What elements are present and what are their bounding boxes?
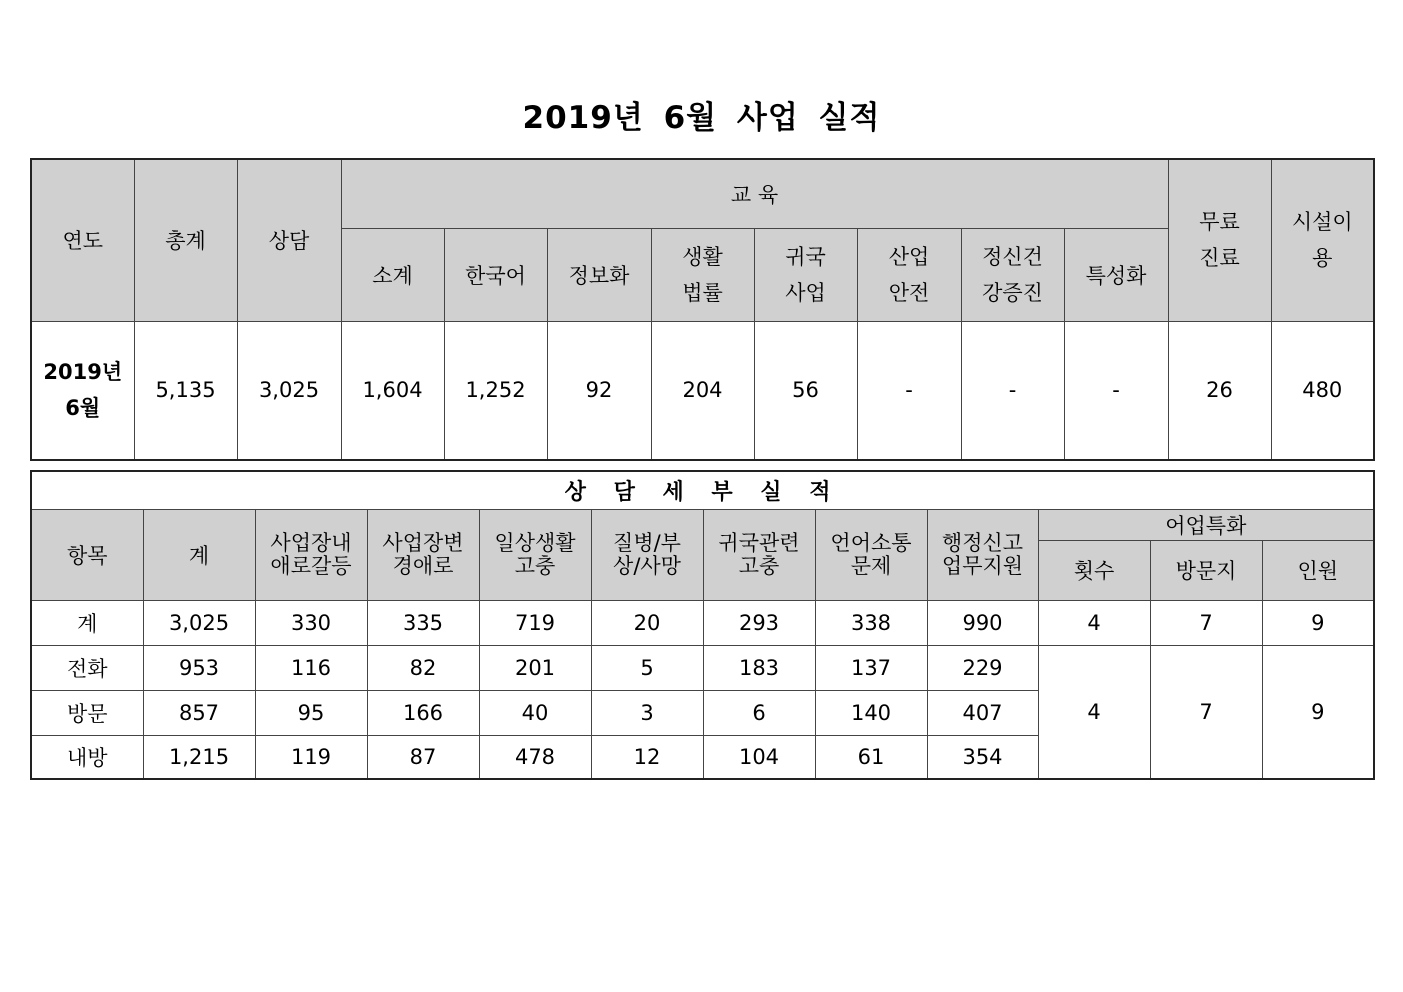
header-edu-return-line1: 귀국 xyxy=(785,244,826,269)
summary-year-line1: 2019년 xyxy=(43,360,123,385)
header-c5 xyxy=(703,509,815,600)
summary-edu-it: 92 xyxy=(547,321,651,460)
cell-c3: 478 xyxy=(479,735,591,779)
header-edu-it: 정보화 xyxy=(547,228,651,321)
cell-c6: 61 xyxy=(815,735,927,779)
cell-sum: 953 xyxy=(143,645,255,690)
header-c2-line2: 경애로 xyxy=(392,553,454,578)
header-total: 총계 xyxy=(134,159,237,321)
header-facility-line2: 용 xyxy=(1312,246,1333,271)
page-title: 2019년 6월 사업 실적 xyxy=(522,100,881,136)
header-edu-safety-line2: 안전 xyxy=(888,280,930,305)
summary-table xyxy=(30,158,1375,461)
summary-edu-special: - xyxy=(1064,321,1168,460)
row-label: 전화 xyxy=(31,645,143,690)
header-fishing-people: 인원 xyxy=(1262,540,1374,600)
header-edu-life-law xyxy=(651,228,754,321)
cell-c3: 201 xyxy=(479,645,591,690)
summary-edu-life-law: 204 xyxy=(651,321,754,460)
header-c6-line2: 문제 xyxy=(850,553,892,578)
cell-c5: 293 xyxy=(703,600,815,645)
cell-c4: 20 xyxy=(591,600,703,645)
header-c7-line2: 업무지원 xyxy=(941,553,1024,578)
cell-c7: 990 xyxy=(927,600,1038,645)
summary-counsel: 3,025 xyxy=(237,321,341,460)
row-label: 계 xyxy=(31,600,143,645)
header-education: 교 육 xyxy=(341,159,1168,228)
header-free-care xyxy=(1168,159,1271,321)
header-free-care-line2: 진료 xyxy=(1199,246,1240,271)
cell-fishing-count: 4 xyxy=(1038,600,1150,645)
header-edu-korean: 한국어 xyxy=(444,228,547,321)
header-edu-life-law-line1: 생활 xyxy=(682,244,723,269)
cell-sum: 3,025 xyxy=(143,600,255,645)
summary-edu-safety: - xyxy=(857,321,961,460)
cell-c3: 719 xyxy=(479,600,591,645)
header-edu-mental xyxy=(961,228,1064,321)
header-c2 xyxy=(367,509,479,600)
header-c7 xyxy=(927,509,1038,600)
cell-sum: 1,215 xyxy=(143,735,255,779)
header-c5-line1: 귀국관련 xyxy=(718,530,800,555)
header-c3-line1: 일상생활 xyxy=(494,530,576,555)
cell-fishing-place: 7 xyxy=(1150,600,1262,645)
header-c1 xyxy=(255,509,367,600)
cell-c4: 5 xyxy=(591,645,703,690)
header-edu-return xyxy=(754,228,857,321)
cell-c2: 87 xyxy=(367,735,479,779)
section-title: 상 담 세 부 실 적 xyxy=(31,471,1374,509)
cell-c3: 40 xyxy=(479,690,591,735)
summary-facility: 480 xyxy=(1271,321,1374,460)
summary-total: 5,135 xyxy=(134,321,237,460)
cell-fishing-people-merged: 9 xyxy=(1262,645,1374,779)
cell-c2: 166 xyxy=(367,690,479,735)
summary-free-care: 26 xyxy=(1168,321,1271,460)
table-row xyxy=(31,645,1374,690)
cell-c4: 3 xyxy=(591,690,703,735)
header-c4-line2: 상/사망 xyxy=(613,553,681,578)
header-edu-life-law-line2: 법률 xyxy=(682,280,723,305)
header-edu-safety xyxy=(857,228,961,321)
cell-c7: 407 xyxy=(927,690,1038,735)
summary-year-line2: 6월 xyxy=(65,396,101,421)
header-item: 항목 xyxy=(31,509,143,600)
header-edu-safety-line1: 산업 xyxy=(888,244,930,269)
header-sum: 계 xyxy=(143,509,255,600)
row-label: 내방 xyxy=(31,735,143,779)
row-label: 방문 xyxy=(31,690,143,735)
header-c1-line1: 사업장내 xyxy=(270,530,352,555)
header-fishing-place: 방문지 xyxy=(1150,540,1262,600)
header-c2-line1: 사업장변 xyxy=(382,530,464,555)
counsel-detail-table xyxy=(30,470,1375,780)
header-c4-line1: 질병/부 xyxy=(613,530,681,555)
summary-edu-subtotal: 1,604 xyxy=(341,321,444,460)
header-c5-line2: 고충 xyxy=(738,553,780,578)
header-edu-subtotal: 소계 xyxy=(341,228,444,321)
header-facility-line1: 시설이 xyxy=(1291,210,1353,235)
summary-year-cell xyxy=(31,321,134,460)
header-fishing: 어업특화 xyxy=(1038,509,1374,540)
header-c1-line2: 애로갈등 xyxy=(270,553,352,578)
cell-c2: 82 xyxy=(367,645,479,690)
table-row xyxy=(31,600,1374,645)
cell-c5: 6 xyxy=(703,690,815,735)
header-edu-special: 특성화 xyxy=(1064,228,1168,321)
header-c6-line1: 언어소통 xyxy=(830,530,912,555)
cell-c4: 12 xyxy=(591,735,703,779)
summary-edu-mental: - xyxy=(961,321,1064,460)
cell-c1: 95 xyxy=(255,690,367,735)
header-fishing-count: 횟수 xyxy=(1038,540,1150,600)
cell-sum: 857 xyxy=(143,690,255,735)
cell-c1: 330 xyxy=(255,600,367,645)
header-counsel: 상담 xyxy=(237,159,341,321)
header-c3 xyxy=(479,509,591,600)
cell-c7: 354 xyxy=(927,735,1038,779)
header-edu-mental-line2: 강증진 xyxy=(982,280,1043,305)
cell-c5: 104 xyxy=(703,735,815,779)
header-edu-mental-line1: 정신건 xyxy=(982,244,1043,269)
header-facility xyxy=(1271,159,1374,321)
header-edu-return-line2: 사업 xyxy=(785,280,826,305)
cell-c5: 183 xyxy=(703,645,815,690)
header-c3-line2: 고충 xyxy=(514,553,556,578)
summary-edu-korean: 1,252 xyxy=(444,321,547,460)
cell-c6: 140 xyxy=(815,690,927,735)
cell-fishing-count-merged: 4 xyxy=(1038,645,1150,779)
cell-c1: 116 xyxy=(255,645,367,690)
header-c4 xyxy=(591,509,703,600)
header-c6 xyxy=(815,509,927,600)
cell-fishing-people: 9 xyxy=(1262,600,1374,645)
cell-c6: 137 xyxy=(815,645,927,690)
cell-c6: 338 xyxy=(815,600,927,645)
summary-edu-return: 56 xyxy=(754,321,857,460)
header-c7-line1: 행정신고 xyxy=(941,530,1024,555)
cell-c2: 335 xyxy=(367,600,479,645)
header-free-care-line1: 무료 xyxy=(1199,210,1240,235)
header-year: 연도 xyxy=(31,159,134,321)
cell-c1: 119 xyxy=(255,735,367,779)
cell-fishing-place-merged: 7 xyxy=(1150,645,1262,779)
cell-c7: 229 xyxy=(927,645,1038,690)
